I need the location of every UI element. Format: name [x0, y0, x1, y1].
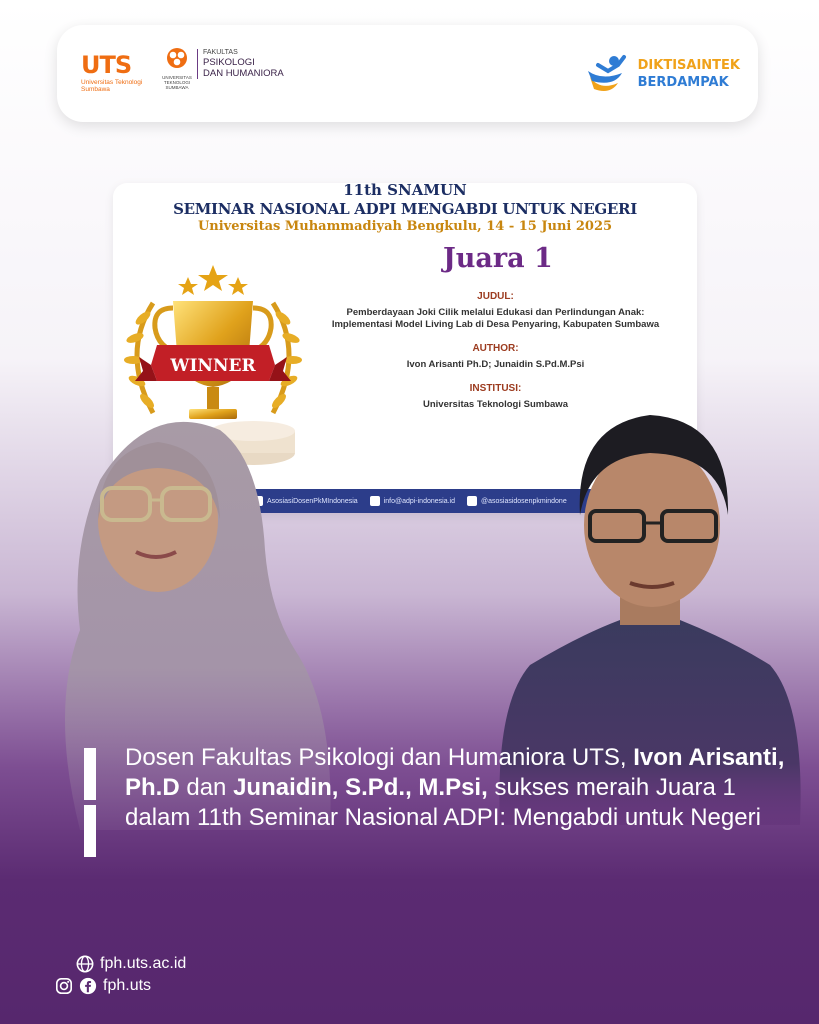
caption-name2: Junaidin, S.Pd., M.Psi, [233, 774, 488, 801]
uts-emblem [157, 47, 197, 90]
caption-name1: Ivon Arisanti, Ph.D [125, 744, 785, 801]
diktisaintek-icon [584, 51, 630, 97]
faculty-top: FAKULTAS [203, 49, 238, 56]
cert-facebook-text: AsosiasiDosenPkMIndonesia [267, 497, 358, 505]
author-value: Ivon Arisanti Ph.D; Junaidin S.Pd.M.Psi [406, 359, 585, 370]
institusi-value: Universitas Teknologi Sumbawa [422, 399, 568, 410]
uts-logo-subtitle: Universitas Teknologi Sumbawa [81, 79, 143, 93]
uts-emblem-caption: UNIVERSITAS TEKNOLOGI SUMBAWA [162, 75, 192, 90]
instagram-icon [467, 496, 477, 506]
certificate-award: Juara 1 [443, 243, 553, 274]
caption-accent-bar-bottom [84, 805, 96, 857]
footer-website[interactable] [76, 955, 186, 973]
trophy-ribbon-text: WINNER [170, 356, 256, 376]
header-bar [57, 25, 758, 122]
faculty-name [197, 49, 284, 79]
certificate-venue: Universitas Muhammadiyah Bengkulu, 14 - 15 Juni 2025 [197, 219, 613, 234]
footer-social[interactable] [55, 977, 151, 995]
caption-part2: dan [179, 774, 234, 801]
institusi-label: INSTITUSI: [469, 383, 522, 394]
cert-email-text: info@adpi-indonesia.id [383, 497, 455, 505]
faculty-line2: DAN HUMANIORA [203, 68, 284, 79]
certificate-event: 11th SNAMUN [343, 183, 467, 199]
caption-part3: sukses meraih Juara 1 dalam 11th Seminar Nasional ADPI: Mengabdi untuk Negeri [125, 774, 761, 831]
uts-logo [81, 53, 151, 93]
caption-accent-bars [84, 748, 96, 857]
judul-value: Pemberdayaan Joki Cilik melalui Edukasi dan Perlindungan Anak: Implementasi Model Living Lab di Desa Penyaring, Kabupaten Sumbawa [331, 307, 660, 330]
uts-logo-mark: UTS [81, 51, 132, 79]
author-label: AUTHOR: [472, 343, 519, 354]
diktisaintek-line2: BERDAMPAK [637, 75, 729, 90]
certificate-details [318, 291, 673, 423]
mail-icon [370, 496, 380, 506]
globe-icon [76, 955, 94, 973]
diktisaintek-line1: DIKTISAINTEK [637, 58, 740, 73]
faculty-line1: PSIKOLOGI [203, 57, 255, 68]
uts-emblem-icon [165, 47, 189, 69]
footer-social-text[interactable]: fph.uts [103, 977, 152, 994]
caption-part1: Dosen Fakultas Psikologi dan Humaniora UTS, [125, 744, 634, 771]
diktisaintek-logo [584, 51, 740, 97]
cert-email [370, 496, 455, 506]
instagram-icon [55, 977, 73, 995]
judul-label: JUDUL: [477, 291, 514, 302]
caption-text [125, 743, 790, 833]
facebook-icon [79, 977, 97, 995]
caption-accent-bar-top [84, 748, 96, 800]
footer-website-text[interactable]: fph.uts.ac.id [100, 955, 187, 972]
certificate-title: SEMINAR NASIONAL ADPI MENGABDI UNTUK NEGERI [173, 200, 637, 218]
cert-instagram-text: @asosiasidosenpkmindone [481, 497, 567, 505]
